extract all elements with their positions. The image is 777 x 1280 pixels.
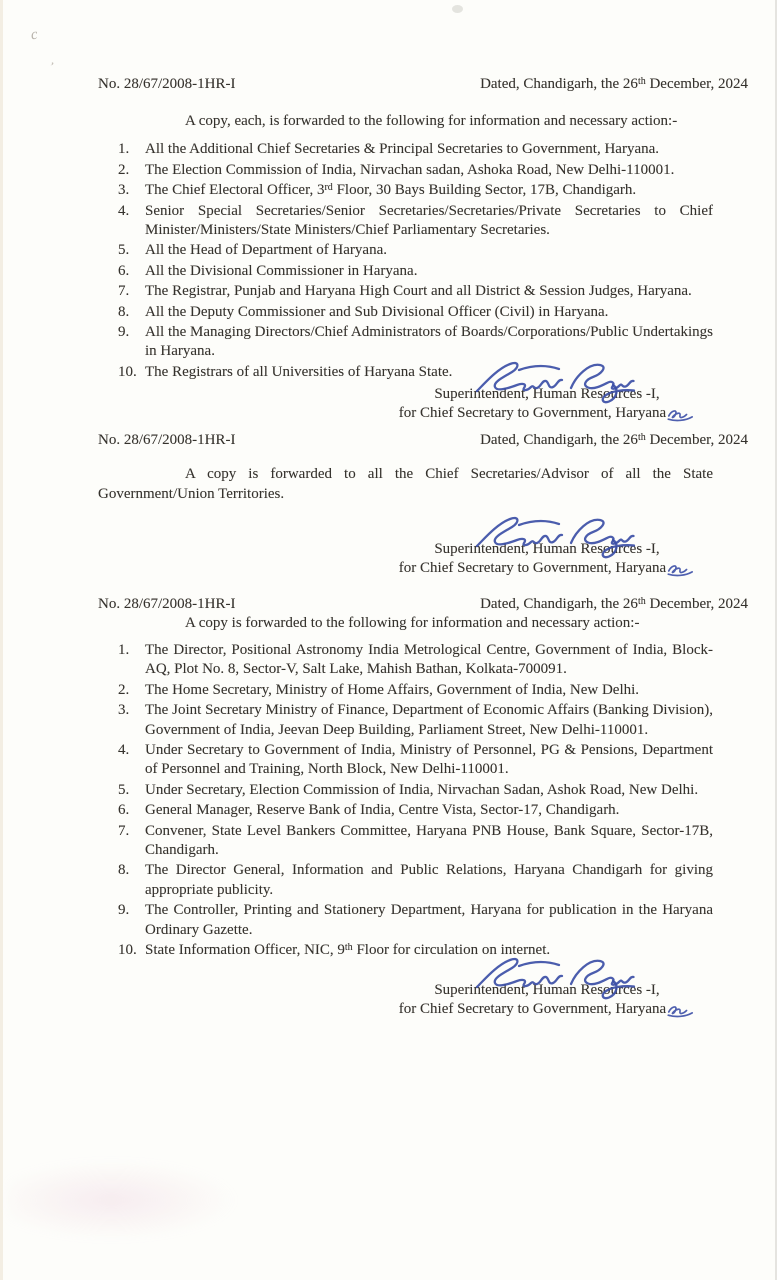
date-line bbox=[480, 430, 748, 450]
forwarding-intro-1: A copy, each, is forwarded to the following for information and necessary action:- bbox=[185, 113, 678, 129]
signature-block bbox=[391, 981, 703, 1020]
list-item-number: 2. bbox=[118, 681, 130, 698]
date-text: December, 2024 bbox=[645, 76, 748, 92]
list-item-number: 9. bbox=[118, 324, 130, 341]
signatory-for-text: for Chief Secretary to Government, Haryana bbox=[398, 560, 667, 577]
list-item bbox=[118, 741, 713, 780]
reference-number: No. 28/67/2008-1HR-I bbox=[98, 76, 236, 92]
list-item bbox=[118, 781, 713, 800]
list-item bbox=[118, 262, 713, 281]
list-item bbox=[118, 181, 713, 200]
date-text: Dated, Chandigarh, the 26 bbox=[480, 432, 638, 449]
date-text: December, 2024 bbox=[645, 596, 748, 613]
pencil-mark: , bbox=[49, 51, 58, 68]
list-item-text: Under Secretary to Government of India, Ministry of Personnel, PG & Pensions, Department of Personnel and Training, North Block, New Delhi-110001. bbox=[145, 741, 713, 778]
list-item bbox=[118, 701, 713, 740]
list-item-text: The Registrar, Punjab and Haryana High Court and all District & Session Judges, Haryana. bbox=[145, 283, 692, 300]
signatory-title: Superintendent, Human Resources -I, bbox=[434, 541, 660, 558]
signatory-for-line bbox=[391, 404, 703, 424]
signatory-for-line bbox=[391, 559, 703, 579]
list-item bbox=[118, 641, 713, 680]
list-item-text: All the Managing Directors/Chief Administrators of Boards/Corporations/Public Undertakings in Haryana. bbox=[145, 324, 713, 360]
list-item-number: 8. bbox=[118, 862, 130, 879]
list-item bbox=[118, 681, 713, 700]
ink-initials-mark bbox=[665, 1002, 695, 1020]
list-item-number: 2. bbox=[118, 161, 130, 178]
forwarding-intro-3: A copy is forwarded to the following for information and necessary action:- bbox=[185, 615, 640, 632]
list-item bbox=[118, 822, 713, 861]
list-item bbox=[118, 282, 713, 301]
signature-block bbox=[391, 385, 703, 424]
list-item-text: General Manager, Reserve Bank of India, Centre Vista, Sector-17, Chandigarh. bbox=[145, 802, 620, 819]
list-item bbox=[118, 161, 713, 180]
list-item-text bbox=[145, 181, 713, 200]
date-text: Dated, Chandigarh, the 26 bbox=[480, 76, 638, 92]
list-item bbox=[118, 323, 713, 362]
reference-number: No. 28/67/2008-1HR-I bbox=[98, 432, 236, 449]
list-item-number: 7. bbox=[118, 283, 130, 300]
date-ordinal: th bbox=[637, 596, 646, 608]
list-item-number: 5. bbox=[118, 781, 130, 798]
list-item-number: 3. bbox=[118, 182, 130, 199]
date-line bbox=[480, 594, 748, 614]
ink-initials-mark bbox=[665, 406, 695, 424]
list-item-text: The Election Commission of India, Nirvachan sadan, Ashoka Road, New Delhi-110001. bbox=[145, 161, 675, 178]
date-text: Dated, Chandigarh, the 26 bbox=[480, 596, 638, 613]
handwritten-signature bbox=[467, 357, 645, 404]
list-item-text-part: Floor for circulation on internet. bbox=[352, 941, 551, 958]
list-item-text-part: Floor, 30 Bays Building Sector, 17B, Chandigarh. bbox=[332, 182, 637, 199]
list-item-text: All the Head of Department of Haryana. bbox=[145, 242, 387, 259]
list-item-text: Convener, State Level Bankers Committee, Haryana PNB House, Bank Square, Sector-17B, Chandigarh. bbox=[145, 822, 713, 858]
list-item-text: The Controller, Printing and Stationery Department, Haryana for publication in the Haryana Ordinary Gazette. bbox=[145, 902, 713, 938]
list-item-number: 5. bbox=[118, 242, 130, 259]
recipient-list-3 bbox=[118, 641, 713, 961]
list-item bbox=[118, 801, 713, 820]
ordinal-suffix: rd bbox=[324, 182, 333, 194]
date-ordinal: th bbox=[637, 76, 646, 87]
list-item-number: 3. bbox=[118, 702, 130, 719]
ordinal-suffix: th bbox=[344, 941, 353, 953]
reference-row-1 bbox=[98, 74, 748, 94]
reference-row-3 bbox=[98, 594, 748, 614]
list-item-text: Under Secretary, Election Commission of India, Nirvachan Sadan, Ashok Road, New Delhi. bbox=[145, 781, 699, 798]
signatory-for-text: for Chief Secretary to Government, Haryana bbox=[398, 405, 667, 422]
list-item-number: 6. bbox=[118, 262, 130, 279]
reference-number: No. 28/67/2008-1HR-I bbox=[98, 596, 236, 613]
list-item-text: All the Divisional Commissioner in Haryana. bbox=[145, 262, 418, 279]
list-item-text: All the Deputy Commissioner and Sub Divisional Officer (Civil) in Haryana. bbox=[145, 303, 609, 320]
ink-initials-mark bbox=[665, 561, 695, 579]
reference-row-2 bbox=[98, 430, 748, 450]
date-line bbox=[480, 74, 748, 94]
list-item-text: The Joint Secretary Ministry of Finance, Department of Economic Affairs (Banking Division), Government of India, Jeevan Deep Building, Parliament Street, New Delhi-110001. bbox=[145, 702, 713, 738]
list-item bbox=[118, 901, 713, 940]
list-item bbox=[118, 861, 713, 900]
date-text: December, 2024 bbox=[645, 432, 748, 449]
list-item-text: The Director General, Information and Public Relations, Haryana Chandigarh for giving appropriate publicity. bbox=[145, 862, 713, 898]
list-item-text: All the Additional Chief Secretaries & Principal Secretaries to Government, Haryana. bbox=[145, 141, 660, 158]
handwritten-signature bbox=[467, 953, 645, 1000]
list-item-number: 1. bbox=[118, 141, 130, 158]
signatory-title: Superintendent, Human Resources -I, bbox=[434, 982, 660, 999]
recipient-list-1 bbox=[118, 140, 713, 382]
signatory-for-line bbox=[391, 1000, 703, 1020]
list-item-text: The Director, Positional Astronomy India Metrological Centre, Government of India, Block-AQ, Plot No. 8, Sector-V, Salt Lake, Mahish Bathan, Kolkata-700091. bbox=[145, 641, 713, 678]
list-item-text: The Registrars of all Universities of Haryana State. bbox=[145, 363, 453, 380]
signature-block bbox=[391, 540, 703, 579]
pencil-mark: c bbox=[29, 26, 39, 44]
handwritten-signature bbox=[467, 512, 645, 559]
list-item bbox=[118, 303, 713, 322]
list-item-number: 10. bbox=[118, 363, 137, 380]
list-item-number: 1. bbox=[118, 641, 130, 658]
signatory-for-text: for Chief Secretary to Government, Haryana bbox=[398, 1001, 667, 1018]
list-item-text-part: The Chief Electoral Officer, 3 bbox=[145, 182, 325, 199]
list-item-number: 8. bbox=[118, 303, 130, 320]
list-item-text: Senior Special Secretaries/Senior Secretaries/Secretaries/Private Secretaries to Chief Minister/Ministers/State Ministers/Chief Parliamentary Secretaries. bbox=[145, 202, 713, 239]
list-item bbox=[118, 241, 713, 260]
signatory-title: Superintendent, Human Resources -I, bbox=[434, 386, 660, 403]
list-item-text: The Home Secretary, Ministry of Home Affairs, Government of India, New Delhi. bbox=[145, 681, 640, 698]
list-item-number: 6. bbox=[118, 802, 130, 819]
list-item-number: 4. bbox=[118, 741, 130, 758]
list-item-number: 7. bbox=[118, 822, 130, 839]
list-item bbox=[118, 202, 713, 241]
list-item bbox=[118, 140, 713, 159]
list-item-number: 9. bbox=[118, 902, 130, 919]
date-ordinal: th bbox=[637, 432, 646, 444]
forwarding-paragraph-2: A copy is forwarded to all the Chief Secretaries/Advisor of all the State Government/Union Territories. bbox=[98, 466, 713, 502]
list-item-text-part: State Information Officer, NIC, 9 bbox=[145, 941, 345, 958]
list-item-number: 10. bbox=[118, 941, 137, 958]
list-item-number: 4. bbox=[118, 202, 130, 219]
